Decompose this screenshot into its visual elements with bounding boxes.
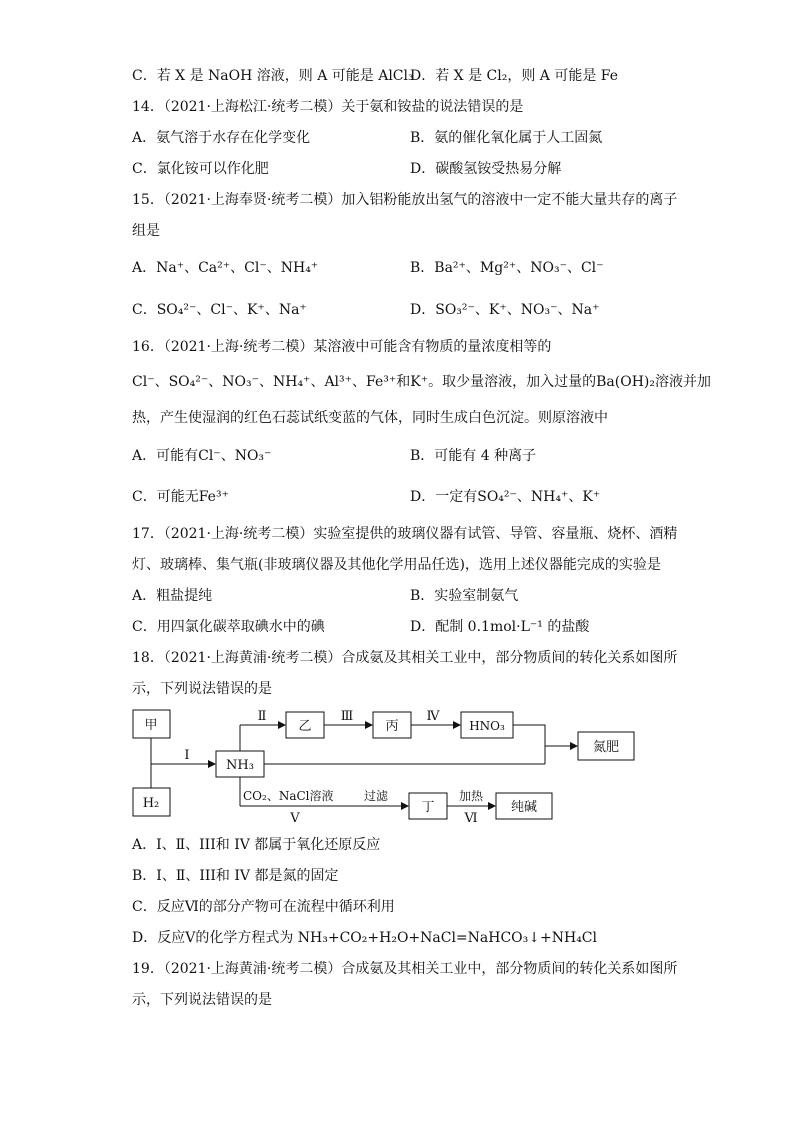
- q18-option-b: B．I、Ⅱ、III和 IV 都是氮的固定: [132, 868, 339, 884]
- label-nh3: NH₃: [226, 758, 254, 773]
- q17-option-c: C．用四氯化碳萃取碘水中的碘: [132, 619, 325, 635]
- q14-stem: 14．（2021·上海松江·统考二模）关于氨和铵盐的说法错误的是: [132, 99, 524, 115]
- q13-option-d: D．若 X 是 Cl₂，则 A 可能是 Fe: [410, 68, 619, 84]
- q18-option-a: A．I、Ⅱ、III和 IV 都属于氧化还原反应: [132, 837, 381, 853]
- q14-option-a: A．氨气溶于水存在化学变化: [132, 130, 311, 146]
- label-reaction-1: I: [184, 748, 190, 763]
- q15-option-d: D．SO₃²⁻、K⁺、NO₃⁻、Na⁺: [410, 302, 600, 318]
- label-h2: H₂: [142, 796, 160, 811]
- q14-option-d: D．碳酸氢铵受热易分解: [410, 161, 562, 177]
- label-co2-nacl: CO₂、NaCl溶液: [243, 789, 334, 803]
- q15-stem-line2: 组是: [132, 223, 160, 239]
- label-heat: 加热: [458, 789, 484, 803]
- q19-stem-line1: 19．（2021·上海黄浦·统考二模）合成氨及其相关工业中，部分物质间的转化关系如图所: [132, 961, 678, 977]
- q13-option-c: C．若 X 是 NaOH 溶液，则 A 可能是 AlCl₃: [132, 68, 414, 84]
- nh3-industry-flow-diagram: [130, 704, 650, 826]
- label-reaction-5: Ⅴ: [290, 811, 300, 826]
- q16-option-a: A．可能有Cl⁻、NO₃⁻: [132, 448, 272, 464]
- q18-stem-line1: 18．（2021·上海黄浦·统考二模）合成氨及其相关工业中，部分物质间的转化关系如图所: [132, 650, 678, 666]
- q17-stem-line2: 灯、玻璃棒、集气瓶(非玻璃仪器及其他化学用品任选)，选用上述仪器能完成的实验是: [132, 557, 661, 573]
- q17-option-a: A．粗盐提纯: [132, 588, 213, 604]
- label-reaction-6: Ⅵ: [464, 811, 478, 826]
- label-yi: 乙: [298, 719, 312, 734]
- q16-stem-line2: Cl⁻、SO₄²⁻、NO₃⁻、NH₄⁺、Al³⁺、Fe³⁺和K⁺。取少量溶液，加入过量的Ba(OH)₂溶液并加: [132, 374, 711, 390]
- q15-option-b: B．Ba²⁺、Mg²⁺、NO₃⁻、Cl⁻: [410, 260, 604, 276]
- q14-option-b: B．氨的催化氧化属于人工固氮: [410, 130, 603, 146]
- q16-option-b: B．可能有 4 种离子: [410, 448, 537, 464]
- q19-stem-line2: 示，下列说法错误的是: [132, 992, 272, 1008]
- q16-option-c: C．可能无Fe³⁺: [132, 489, 229, 505]
- line-hno3-to-fertilizer: [513, 725, 545, 746]
- q15-stem-line1: 15．（2021·上海奉贤·统考二模）加入铝粉能放出氢气的溶液中一定不能大量共存的离子: [132, 192, 678, 208]
- q16-option-d: D．一定有SO₄²⁻、NH₄⁺、K⁺: [410, 489, 601, 505]
- label-reaction-2: Ⅱ: [257, 709, 267, 724]
- q17-option-b: B．实验室制氨气: [410, 588, 519, 604]
- label-filter: 过滤: [363, 789, 389, 803]
- q18-option-c: C．反应Ⅵ的部分产物可在流程中循环利用: [132, 899, 395, 915]
- q18-stem-line2: 示，下列说法错误的是: [132, 681, 272, 697]
- q14-option-c: C．氯化铵可以作化肥: [132, 161, 269, 177]
- q17-option-d: D．配制 0.1mol·L⁻¹ 的盐酸: [410, 619, 590, 635]
- q15-option-c: C．SO₄²⁻、Cl⁻、K⁺、Na⁺: [132, 302, 307, 318]
- q17-stem-line1: 17．（2021·上海·统考二模）实验室提供的玻璃仪器有试管、导管、容量瓶、烧杯、酒精: [132, 526, 678, 542]
- q16-stem-line1: 16．（2021·上海·统考二模）某溶液中可能含有物质的量浓度相等的: [132, 339, 552, 355]
- label-ding: 丁: [421, 800, 435, 815]
- label-jia: 甲: [144, 718, 158, 733]
- label-chunjian: 纯碱: [510, 800, 538, 815]
- q15-option-a: A．Na⁺、Ca²⁺、Cl⁻、NH₄⁺: [132, 260, 319, 276]
- label-reaction-3: Ⅲ: [340, 709, 354, 724]
- q16-stem-line3: 热，产生使湿润的红色石蕊试纸变蓝的气体，同时生成白色沉淀。则原溶液中: [132, 410, 608, 426]
- label-bing: 丙: [385, 719, 399, 734]
- label-reaction-4: Ⅳ: [426, 709, 440, 724]
- label-danfei: 氮肥: [592, 740, 620, 755]
- q18-option-d: D．反应Ⅴ的化学方程式为 NH₃+CO₂+H₂O+NaCl=NaHCO₃↓+NH₄Cl: [132, 930, 597, 946]
- label-hno3: HNO₃: [469, 719, 505, 733]
